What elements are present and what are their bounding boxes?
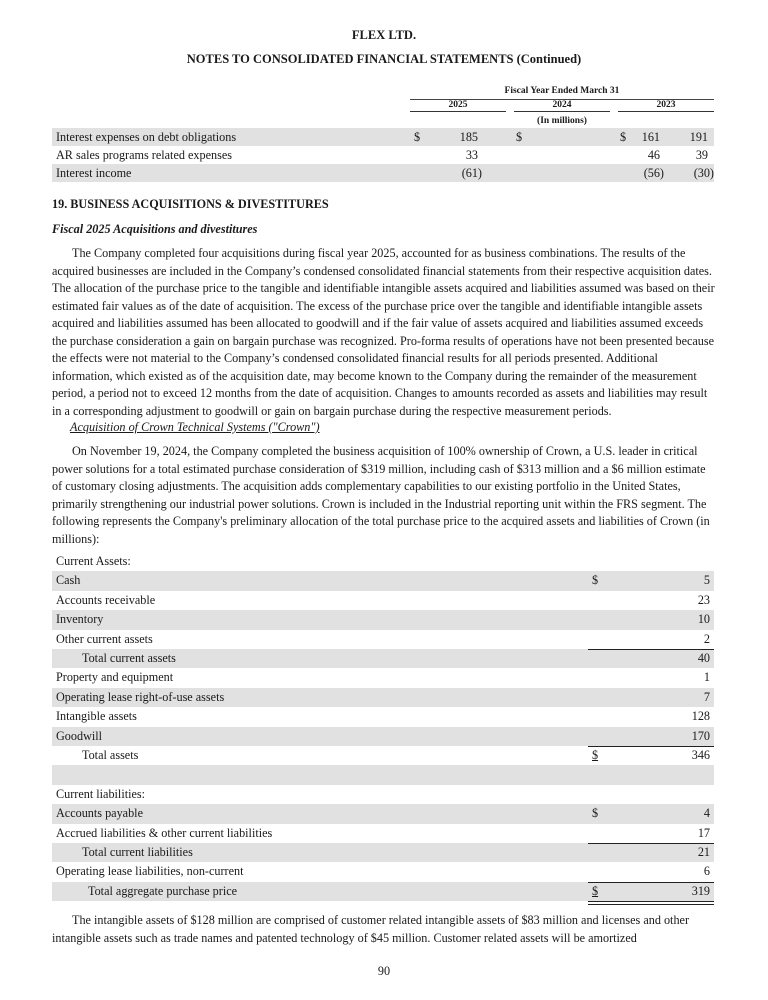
table-row [52,164,714,182]
dollar-sign: $ [516,130,523,144]
table-row [52,649,714,668]
row-label: Intangible assets [56,709,137,724]
company-name: FLEX LTD. [351,28,417,42]
table-row [52,727,714,746]
row-label: Total aggregate purchase price [88,883,238,898]
row-value: 2 [703,631,710,646]
value-2025: (61) [461,166,482,180]
row-label: Goodwill [56,728,103,743]
value-2024: 161 [641,130,660,144]
value-2025: 33 [465,148,478,162]
table-row [52,552,714,571]
row-value: 40 [697,651,710,665]
dollar-sign: $ [592,883,599,898]
row-label: Interest income [56,166,132,180]
dollar-sign: $ [620,130,627,144]
row-value: 319 [691,883,710,898]
year-header-2024: 2024 [514,100,610,112]
units-label: (In millions) [537,116,587,126]
table-row [52,882,714,901]
value-2024: 46 [647,148,660,162]
year-header-2025: 2025 [410,100,506,112]
row-value: 17 [697,825,710,840]
dollar-sign: $ [592,573,599,588]
row-value: 1 [703,670,710,685]
row-label: Accrued liabilities & other current liabilities [56,825,273,840]
table-row [52,668,714,687]
table-row [52,591,714,610]
row-value: 7 [703,689,710,704]
row-value: 4 [703,806,710,821]
table-row [52,630,714,649]
row-label: Operating lease liabilities, non-current [56,864,244,879]
row-label: Accounts receivable [56,592,156,607]
row-label: Current Assets: [56,554,131,568]
table-row [52,843,714,862]
row-label: Cash [56,573,81,588]
row-label: Accounts payable [56,806,143,821]
row-value: 21 [697,845,710,859]
page-number: 90 [377,964,391,978]
row-label: Total current assets [82,651,176,665]
value-2024: (56) [643,166,664,180]
paragraph-acquisitions [52,245,716,420]
row-value: 10 [697,612,710,627]
row-value: 5 [703,573,710,588]
value-2023: 191 [689,130,708,144]
paragraph-crown [52,443,716,548]
row-value: 128 [691,709,710,724]
period-header: Fiscal Year Ended March 31 [410,86,714,100]
row-label: Total assets [82,748,139,762]
table-row [52,804,714,823]
paragraph-intangibles [52,912,716,947]
table-row [52,610,714,629]
table-row [52,862,714,881]
table-row [52,688,714,707]
table-row [52,707,714,726]
row-value: 170 [691,728,710,743]
table-row [52,146,714,164]
row-label: Other current assets [56,631,153,646]
row-label: Current liabilities: [56,786,146,801]
row-value: 346 [691,748,710,762]
dollar-sign: $ [592,806,599,821]
table-row [52,571,714,590]
row-label: Operating lease right-of-use assets [56,689,225,704]
row-label: Total current liabilities [82,845,193,859]
table-row [52,824,714,843]
crown-heading: Acquisition of Crown Technical Systems ("Crown") [70,420,320,434]
section-heading: 19. BUSINESS ACQUISITIONS & DIVESTITURES [52,197,329,211]
table-row [52,746,714,765]
paragraph-text: The intangible assets of $128 million are comprised of customer related intangible assets of $83 million and licenses and other intangible assets such as trade names and patented technology of $45 million. Customer related assets will be amortized [52,913,690,945]
paragraph-text: On November 19, 2024, the Company completed the business acquisition of 100% ownership of Crown, a U.S. leader in critical power solutions for a total estimated purchase consideration of $319 million, including cash of $313 million and a $6 million estimate of customary closing adjustments. The acquisition adds complementary capabilities to our existing portfolio in the United States, primarily strengthening our industrial power solutions. Crown is included in the Industrial reporting unit within the FRS segment. The following represents the Company's preliminary allocation of the total purchase price to the acquired assets and liabilities of Crown (in millions): [52,444,710,546]
row-label: Interest expenses on debt obligations [56,130,237,144]
value-2023: 39 [695,148,708,162]
dollar-sign: $ [414,130,421,144]
value-2025: 185 [459,130,478,144]
dollar-sign: $ [592,748,599,762]
value-2023: (30) [693,166,714,180]
subsection-heading: Fiscal 2025 Acquisitions and divestitures [52,222,258,236]
row-label: Inventory [56,612,104,627]
row-value: 23 [697,592,710,607]
paragraph-text: The Company completed four acquisitions during fiscal year 2025, accounted for as business combinations. The results of the acquired businesses are included in the Company’s condensed consolidated financial statements from their respective acquisition dates. The allocation of the purchase price to the tangible and identifiable intangible assets acquired and liabilities assumed was based on their estimated fair values as of the date of acquisition. The excess of the purchase price over the tangible and identifiable intangible assets acquired and liabilities assumed has been allocated to goodwill and if the fair value of assets acquired and liabilities assumed exceeds the purchase consideration a gain on bargain purchase was recognized. Pro-forma results of operations have not been presented because the effects were not material to the Company’s condensed consolidated financial results for all periods presented. Additional information, which existed as of the acquisition date, may become known to the Company during the remainder of the measurement period, a period not to exceed 12 months from the date of acquisition. Changes to amounts recorded as assets and liabilities may result in a corresponding adjustment to goodwill or gain on bargain purchase during the respective measurement periods. [52,246,715,418]
row-value: 6 [703,864,710,879]
row-label: AR sales programs related expenses [56,148,232,162]
table-row [52,785,714,804]
row-label: Property and equipment [56,670,174,685]
page-subtitle: NOTES TO CONSOLIDATED FINANCIAL STATEMENTS (Continued) [186,52,582,66]
year-header-2023: 2023 [618,100,714,112]
table-row [52,765,714,784]
table-row [52,128,714,146]
